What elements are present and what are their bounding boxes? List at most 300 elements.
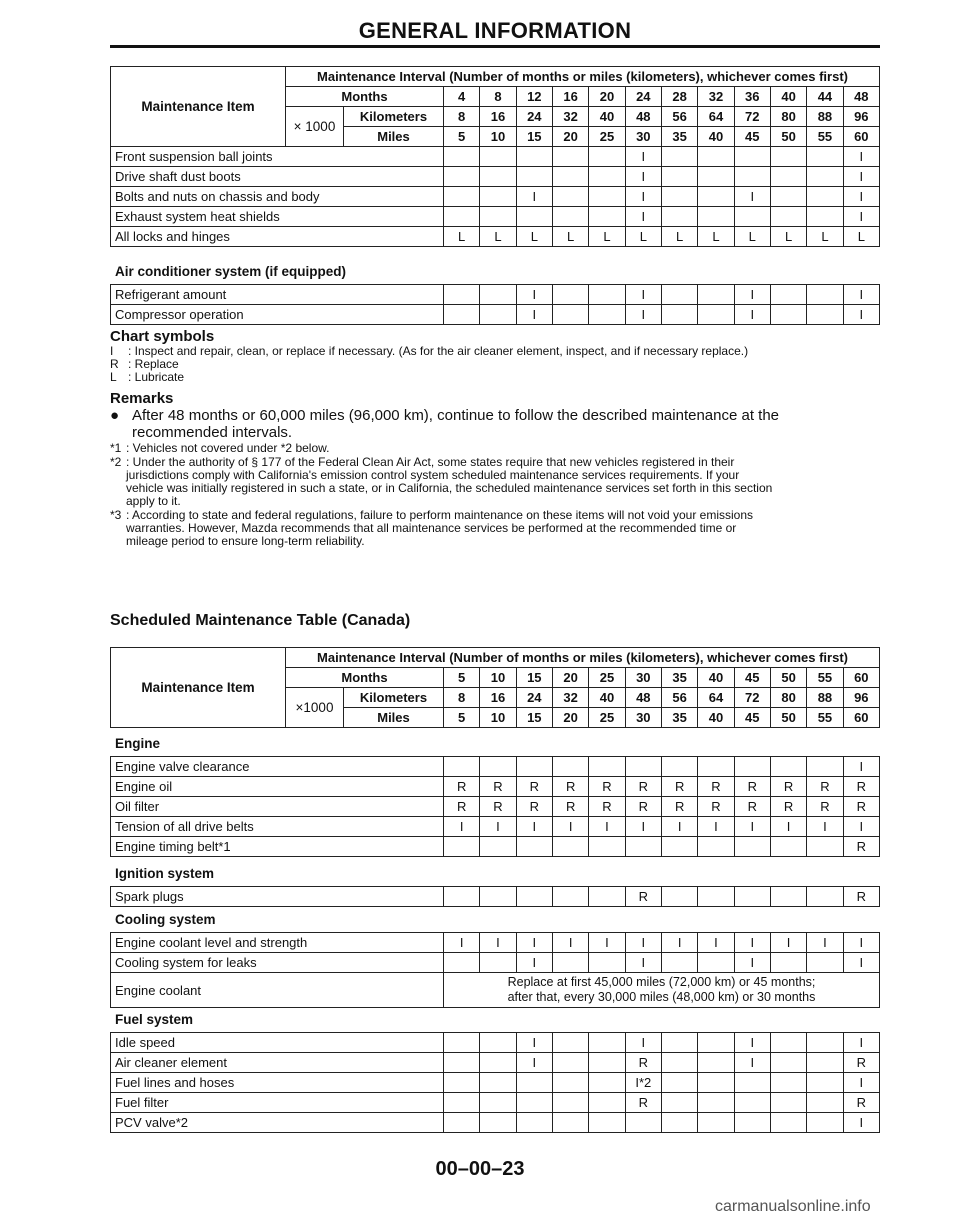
schedule-cell: R [807,797,843,817]
chart-symbols [110,328,880,384]
schedule-cell [552,1093,588,1113]
miles-value: 30 [625,708,661,728]
schedule-cell [552,1073,588,1093]
schedule-cell [516,1113,552,1133]
engine-section-title: Engine [115,736,161,751]
schedule-cell: I [734,1053,770,1073]
schedule-cell: L [734,227,770,247]
schedule-cell [807,1033,843,1053]
table-row [111,797,880,817]
schedule-cell [770,1053,806,1073]
km-value: 56 [661,688,697,708]
remark-key: *3 [110,508,122,522]
schedule-cell [444,1093,480,1113]
multiplier-label: ×1000 [286,688,344,728]
months-value: 44 [807,87,843,107]
miles-value: 25 [589,127,625,147]
schedule-cell [444,207,480,227]
months-value: 35 [661,668,697,688]
schedule-cell: I [843,1113,879,1133]
schedule-cell: I [843,1033,879,1053]
schedule-cell [661,1053,697,1073]
row-label: Engine oil [111,777,444,797]
coolant-note-line: after that, every 30,000 miles (48,000 km) or 30 months [507,990,816,1004]
schedule-cell [552,1113,588,1133]
schedule-cell: L [589,227,625,247]
schedule-cell [444,953,480,973]
schedule-cell [589,953,625,973]
schedule-cell: R [770,777,806,797]
schedule-cell: I [770,933,806,953]
multiplier-label: × 1000 [286,107,344,147]
schedule-cell [698,1033,734,1053]
schedule-cell [770,187,806,207]
row-label: Exhaust system heat shields [111,207,444,227]
maintenance-table-canada-header [110,647,880,728]
schedule-cell [480,167,516,187]
schedule-cell: I [516,187,552,207]
months-value: 30 [625,668,661,688]
schedule-cell [552,305,588,325]
schedule-cell [770,207,806,227]
interval-header: Maintenance Interval (Number of months or miles (kilometers), whichever comes first) [286,67,880,87]
row-label: Tension of all drive belts [111,817,444,837]
months-value: 4 [444,87,480,107]
months-label: Months [286,668,444,688]
miles-value: 35 [661,127,697,147]
schedule-cell: I [625,207,661,227]
ignition-section-title: Ignition system [115,866,215,881]
km-value: 56 [661,107,697,127]
schedule-cell [698,207,734,227]
row-label: Drive shaft dust boots [111,167,444,187]
remark-line: : Under the authority of § 177 of the Federal Clean Air Act, some states require that new vehicles registered in their [126,455,735,469]
row-label: Refrigerant amount [111,285,444,305]
miles-value: 15 [516,708,552,728]
schedule-cell [480,887,516,907]
miles-value: 35 [661,708,697,728]
schedule-cell: L [480,227,516,247]
miles-value: 40 [698,708,734,728]
schedule-cell: R [661,797,697,817]
symbol-text: : Replace [128,357,179,371]
schedule-cell [734,837,770,857]
months-value: 36 [734,87,770,107]
schedule-cell [698,1113,734,1133]
schedule-cell [516,167,552,187]
schedule-cell [480,953,516,973]
miles-value: 60 [843,127,879,147]
schedule-cell: R [843,797,879,817]
remark-line: : Vehicles not covered under *2 below. [126,441,330,455]
schedule-cell [444,1073,480,1093]
schedule-cell: I [589,817,625,837]
schedule-cell [807,187,843,207]
schedule-cell [589,167,625,187]
schedule-cell [444,167,480,187]
schedule-cell [552,207,588,227]
months-value: 16 [552,87,588,107]
schedule-cell [552,285,588,305]
km-value: 8 [444,688,480,708]
schedule-cell: R [516,797,552,817]
schedule-cell [770,305,806,325]
schedule-cell: L [698,227,734,247]
schedule-cell [661,187,697,207]
schedule-cell: R [625,1093,661,1113]
remarks [110,390,880,548]
schedule-cell [734,757,770,777]
schedule-cell [698,887,734,907]
schedule-cell: R [843,837,879,857]
miles-value: 10 [480,708,516,728]
schedule-cell [552,147,588,167]
header-rule [110,45,880,48]
remark-key: *1 [110,441,122,455]
schedule-cell [698,1053,734,1073]
schedule-cell [589,207,625,227]
schedule-cell [589,187,625,207]
km-value: 64 [698,107,734,127]
schedule-cell [807,1073,843,1093]
schedule-cell [661,887,697,907]
miles-value: 15 [516,127,552,147]
schedule-cell [552,187,588,207]
schedule-cell [807,1093,843,1113]
schedule-cell [734,167,770,187]
schedule-cell: R [516,777,552,797]
months-value: 25 [589,668,625,688]
schedule-cell: I [843,207,879,227]
schedule-cell [589,1113,625,1133]
schedule-cell [552,887,588,907]
schedule-cell [589,285,625,305]
schedule-cell [770,147,806,167]
schedule-cell [770,1033,806,1053]
page-number: 00–00–23 [435,1158,525,1180]
schedule-cell: I [625,167,661,187]
schedule-cell: R [625,887,661,907]
km-value: 88 [807,688,843,708]
schedule-cell [444,305,480,325]
table-row [111,933,880,953]
schedule-cell: I [843,817,879,837]
row-label: Air cleaner element [111,1053,444,1073]
schedule-cell [625,757,661,777]
schedule-cell [516,207,552,227]
miles-value: 25 [589,708,625,728]
schedule-cell: I [589,933,625,953]
schedule-cell: L [661,227,697,247]
schedule-cell [444,1113,480,1133]
schedule-cell [807,207,843,227]
schedule-cell: I [698,933,734,953]
km-value: 72 [734,688,770,708]
schedule-cell: I [516,817,552,837]
cooling-table [110,932,880,1008]
schedule-cell [661,953,697,973]
schedule-cell [807,305,843,325]
km-value: 96 [843,688,879,708]
miles-value: 10 [480,127,516,147]
schedule-cell [807,837,843,857]
schedule-cell [770,1093,806,1113]
fuel-section-title: Fuel system [115,1012,194,1027]
maintenance-table-usa [110,66,880,247]
page-header: GENERAL INFORMATION [358,18,632,43]
schedule-cell: L [770,227,806,247]
months-value: 12 [516,87,552,107]
schedule-cell [661,1033,697,1053]
schedule-cell: I [625,285,661,305]
schedule-cell: I [734,933,770,953]
remark-line: : According to state and federal regulations, failure to perform maintenance on these items will not void your emissions [126,508,753,522]
miles-value: 50 [770,708,806,728]
schedule-cell [625,1113,661,1133]
schedule-cell [770,837,806,857]
row-label: Engine timing belt*1 [111,837,444,857]
schedule-cell: R [589,797,625,817]
ignition-table [110,886,880,907]
schedule-cell [552,1053,588,1073]
schedule-cell: I [843,147,879,167]
km-value: 8 [444,107,480,127]
interval-header: Maintenance Interval (Number of months or miles (kilometers), whichever comes first) [286,648,880,668]
km-value: 80 [770,688,806,708]
schedule-cell [770,285,806,305]
schedule-cell: R [444,797,480,817]
schedule-cell [698,285,734,305]
schedule-cell [770,757,806,777]
schedule-cell: I [843,285,879,305]
table-row [111,887,880,907]
schedule-cell: R [552,777,588,797]
schedule-cell [552,953,588,973]
km-value: 48 [625,107,661,127]
schedule-cell [734,1073,770,1093]
schedule-cell: R [625,1053,661,1073]
schedule-cell [661,147,697,167]
km-value: 80 [770,107,806,127]
months-value: 5 [444,668,480,688]
schedule-cell [698,837,734,857]
schedule-cell [444,285,480,305]
schedule-cell [589,305,625,325]
row-label: Engine coolant level and strength [111,933,444,953]
schedule-cell: I [625,305,661,325]
months-value: 55 [807,668,843,688]
schedule-cell: R [770,797,806,817]
months-value: 40 [770,87,806,107]
miles-value: 45 [734,127,770,147]
schedule-cell [480,305,516,325]
schedule-cell: I [444,933,480,953]
remark-bullet-line: After 48 months or 60,000 miles (96,000 km), continue to follow the described maintenance at the [132,407,780,424]
schedule-cell [807,953,843,973]
schedule-cell: R [698,797,734,817]
maintenance-item-header: Maintenance Item [111,67,286,147]
bullet-icon: ● [110,407,120,424]
table-row [111,167,880,187]
symbol-text: : Lubricate [128,370,185,384]
row-label: Spark plugs [111,887,444,907]
schedule-cell: I [516,285,552,305]
schedule-cell: I [625,1033,661,1053]
row-label: Compressor operation [111,305,444,325]
ac-table [110,284,880,325]
schedule-cell: R [589,777,625,797]
schedule-cell [589,1093,625,1113]
schedule-cell [698,147,734,167]
remark-line: mileage period to ensure long-term reliability. [126,534,365,548]
schedule-cell [807,147,843,167]
months-value: 20 [552,668,588,688]
schedule-cell [698,757,734,777]
row-label: Engine coolant [111,973,444,1008]
table-row [111,285,880,305]
km-value: 32 [552,688,588,708]
schedule-cell: I [734,817,770,837]
months-value: 40 [698,668,734,688]
schedule-cell [770,887,806,907]
km-value: 16 [480,107,516,127]
schedule-cell [444,187,480,207]
schedule-cell: I [843,933,879,953]
schedule-cell: R [843,887,879,907]
schedule-cell: I [480,817,516,837]
miles-value: 5 [444,708,480,728]
km-value: 24 [516,688,552,708]
months-value: 8 [480,87,516,107]
table-row [111,757,880,777]
schedule-cell: L [444,227,480,247]
schedule-cell [516,1073,552,1093]
table-row [111,207,880,227]
schedule-cell [589,1053,625,1073]
coolant-note [444,973,880,1008]
row-label: Front suspension ball joints [111,147,444,167]
km-value: 24 [516,107,552,127]
row-label: Fuel filter [111,1093,444,1113]
schedule-cell: R [625,797,661,817]
months-value: 20 [589,87,625,107]
km-value: 40 [589,107,625,127]
schedule-cell [807,757,843,777]
schedule-cell: L [516,227,552,247]
schedule-cell [807,1053,843,1073]
miles-value: 55 [807,127,843,147]
miles-value: 45 [734,708,770,728]
km-value: 48 [625,688,661,708]
schedule-cell: I [552,817,588,837]
table-row [111,227,880,247]
schedule-cell: I [625,187,661,207]
miles-value: 60 [843,708,879,728]
row-label: Engine valve clearance [111,757,444,777]
km-value: 16 [480,688,516,708]
schedule-cell [516,147,552,167]
schedule-cell: I [516,1053,552,1073]
schedule-cell [698,167,734,187]
schedule-cell [516,1093,552,1113]
schedule-cell: I [843,167,879,187]
fuel-table [110,1032,880,1133]
watermark: carmanualsonline.info [715,1198,871,1215]
schedule-cell [480,757,516,777]
schedule-cell: I [552,933,588,953]
table-row [111,1033,880,1053]
schedule-cell: R [444,777,480,797]
maintenance-item-header: Maintenance Item [111,648,286,728]
months-value: 28 [661,87,697,107]
schedule-cell: R [480,797,516,817]
schedule-cell: I [516,305,552,325]
schedule-cell: I [661,933,697,953]
remark-bullet-line: recommended intervals. [132,424,293,441]
schedule-cell: I [734,1033,770,1053]
remark-key: *2 [110,455,122,469]
schedule-cell [807,887,843,907]
months-value: 45 [734,668,770,688]
schedule-cell [770,1113,806,1133]
kilometers-label: Kilometers [344,688,444,708]
schedule-cell: I [770,817,806,837]
schedule-cell [480,1053,516,1073]
schedule-cell [807,285,843,305]
km-value: 96 [843,107,879,127]
schedule-cell [480,1073,516,1093]
schedule-cell: R [661,777,697,797]
schedule-cell [589,147,625,167]
schedule-cell [480,187,516,207]
months-value: 24 [625,87,661,107]
months-label: Months [286,87,444,107]
schedule-cell: I [625,817,661,837]
schedule-cell: I [734,953,770,973]
remarks-title: Remarks [110,390,174,407]
schedule-cell [698,305,734,325]
schedule-cell [807,167,843,187]
miles-label: Miles [344,708,444,728]
schedule-cell [480,1113,516,1133]
symbol-key: L [110,370,117,384]
schedule-cell: I [516,953,552,973]
remark-line: jurisdictions comply with California's emission control system scheduled maintenance services requirements. If your [126,468,740,482]
schedule-cell [444,147,480,167]
schedule-cell: R [734,797,770,817]
row-label: PCV valve*2 [111,1113,444,1133]
table-row [111,777,880,797]
table-row [111,1073,880,1093]
months-value: 50 [770,668,806,688]
km-value: 72 [734,107,770,127]
schedule-cell: R [807,777,843,797]
engine-table [110,756,880,857]
schedule-cell: I [843,187,879,207]
schedule-cell [661,757,697,777]
schedule-cell [589,837,625,857]
schedule-cell: I [807,933,843,953]
table-row [111,817,880,837]
coolant-note-line: Replace at first 45,000 miles (72,000 km) or 45 months; [507,975,816,989]
symbol-text: : Inspect and repair, clean, or replace if necessary. (As for the air cleaner element, inspect, and if necessary replace.) [128,344,749,358]
row-label: Idle speed [111,1033,444,1053]
chart-symbols-title: Chart symbols [110,328,215,345]
schedule-cell [734,1093,770,1113]
schedule-cell: R [843,1093,879,1113]
schedule-cell: I [734,285,770,305]
schedule-cell: R [552,797,588,817]
